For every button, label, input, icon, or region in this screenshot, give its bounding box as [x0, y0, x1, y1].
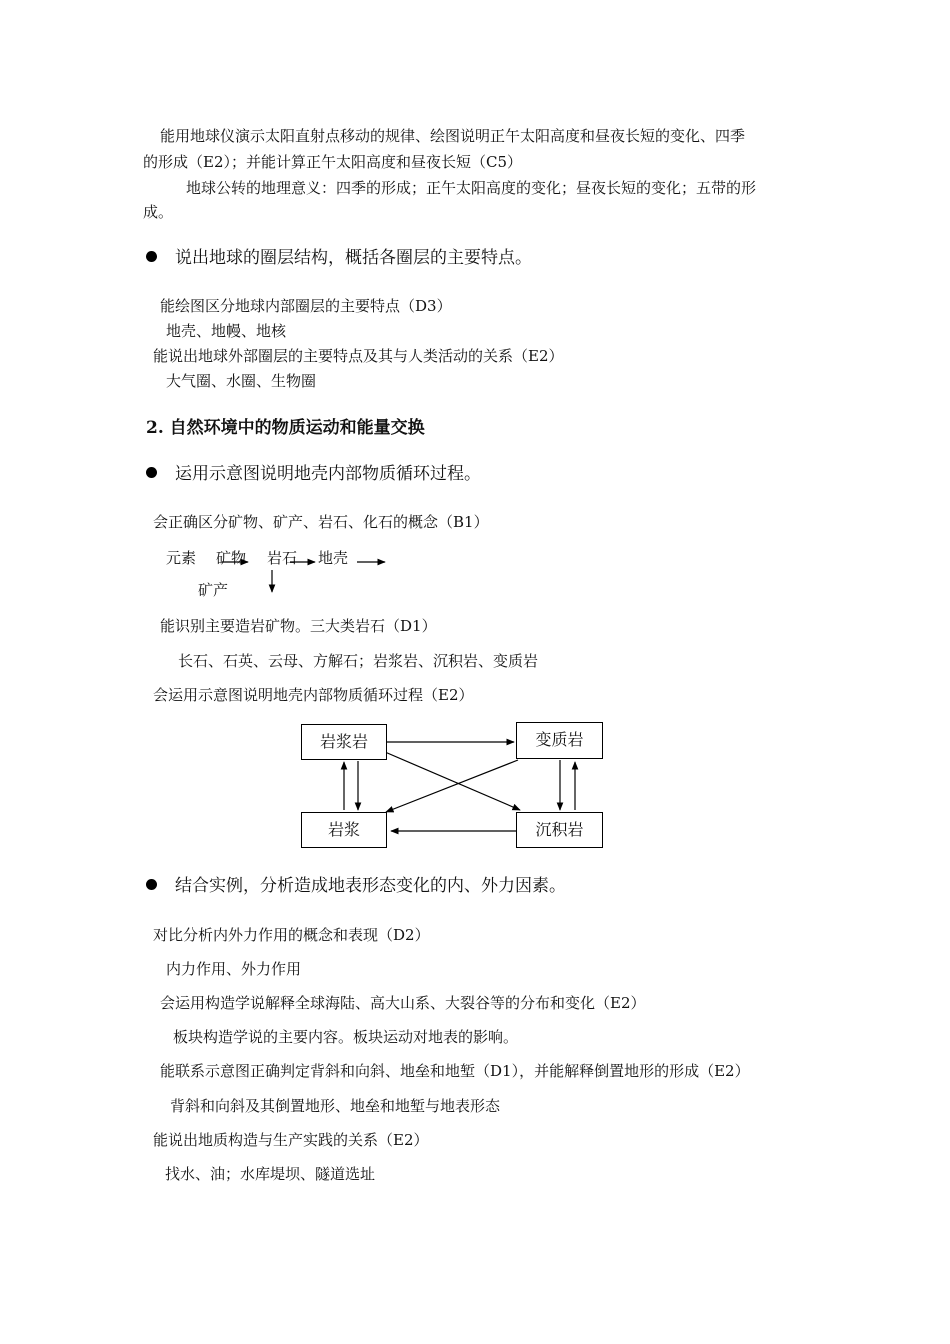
sec1-line4: 大气圈、水圈、生物圈: [166, 372, 317, 390]
sec2-line2: 能识别主要造岩矿物。三大类岩石（D1）: [160, 617, 437, 635]
bullet-text: 运用示意图说明地壳内部物质循环过程。: [175, 464, 481, 484]
sec3-line6: 背斜和向斜及其倒置地形、地垒和地堑与地表形态: [170, 1097, 501, 1115]
sec2-line4: 会运用示意图说明地壳内部物质循环过程（E2）: [153, 686, 474, 704]
bullet-dot-icon: [146, 879, 157, 890]
sec1-line3: 能说出地球外部圈层的主要特点及其与人类活动的关系（E2）: [153, 347, 564, 365]
para1-line4: 成。: [143, 203, 174, 221]
sec3-line2: 内力作用、外力作用: [166, 960, 302, 978]
igneous-rock-box: 岩浆岩: [301, 724, 387, 760]
sec3-line7: 能说出地质构造与生产实践的关系（E2）: [153, 1131, 429, 1149]
sec3-line1: 对比分析内外力作用的概念和表现（D2）: [153, 926, 430, 944]
sedimentary-rock-box: 沉积岩: [516, 812, 603, 848]
sec1-line1: 能绘图区分地球内部圈层的主要特点（D3）: [160, 297, 452, 315]
arrow-metamorphic-to-magma: [386, 760, 518, 812]
flow-element: 元素: [166, 549, 197, 567]
flow-rock: 岩石: [267, 549, 298, 567]
flow-crust: 地壳: [318, 549, 349, 567]
sec3-line8: 找水、油；水库堤坝、隧道选址: [165, 1165, 376, 1183]
metamorphic-rock-box: 变质岩: [516, 722, 603, 759]
bullet-text: 结合实例，分析造成地表形态变化的内、外力因素。: [175, 876, 566, 896]
flow-ore: 矿产: [198, 581, 229, 599]
sec2-line3: 长石、石英、云母、方解石；岩浆岩、沉积岩、变质岩: [178, 652, 539, 670]
sec1-line2: 地壳、地幔、地核: [166, 322, 287, 340]
sec3-line4: 板块构造学说的主要内容。板块运动对地表的影响。: [173, 1028, 519, 1046]
bullet-item: [146, 874, 566, 898]
para1-line3: 地球公转的地理意义：四季的形成；正午太阳高度的变化；昼夜长短的变化；五带的形: [186, 179, 757, 197]
bullet-text: 说出地球的圈层结构，概括各圈层的主要特点。: [175, 248, 532, 268]
sec3-line3: 会运用构造学说解释全球海陆、高大山系、大裂谷等的分布和变化（E2）: [160, 994, 646, 1012]
para1-line2: 的形成（E2）；并能计算正午太阳高度和昼夜长短（C5）: [143, 153, 523, 171]
arrow-igneous-to-sedimentary: [385, 752, 520, 810]
magma-box: 岩浆: [301, 812, 387, 848]
sec3-line5: 能联系示意图正确判定背斜和向斜、地垒和地堑（D1），并能解释倒置地形的形成（E2）: [160, 1062, 750, 1080]
para1-line1: 能用地球仪演示太阳直射点移动的规律、绘图说明正午太阳高度和昼夜长短的变化、四季: [160, 127, 746, 145]
flow-mineral: 矿物: [216, 549, 247, 567]
sec2-line1: 会正确区分矿物、矿产、岩石、化石的概念（B1）: [153, 513, 489, 531]
section-heading: 2. 自然环境中的物质运动和能量交换: [146, 418, 425, 438]
